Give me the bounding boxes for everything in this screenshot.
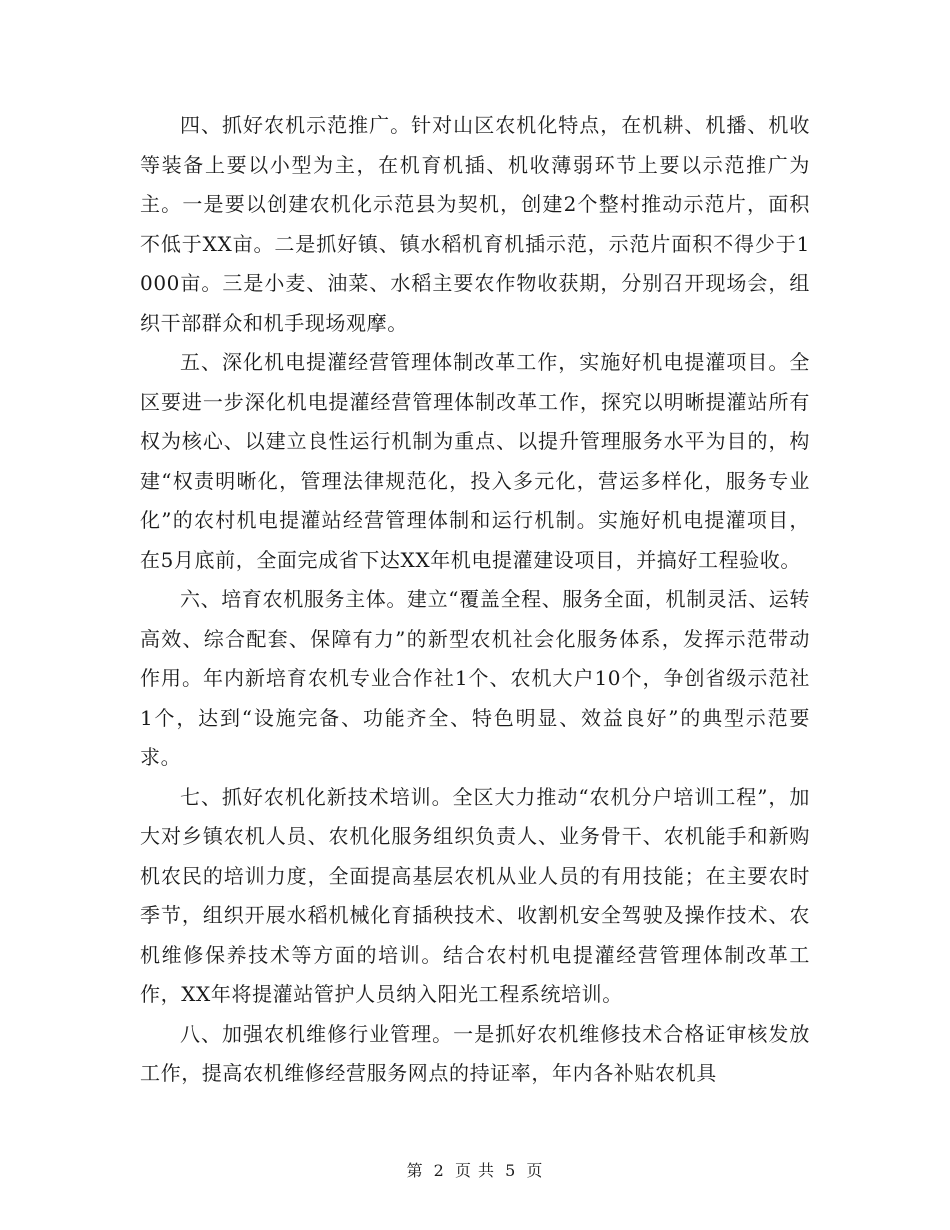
paragraph-section-5: 五、深化机电提灌经营管理体制改革工作，实施好机电提灌项目。全区要进一步深化机电提灌经营管理体制改革工作，探究以明晰提灌站所有权为核心、以建立良性运行机制为重点、以提升管理服务水平为目的，构建“权责明晰化，管理法律规范化，投入多元化，营运多样化，服务专业化”的农村机电提灌站经营管理体制和运行机制。实施好机电提灌项目，在5月底前，全面完成省下达XX年机电提灌建设项目，并搞好工程验收。	[140, 350, 810, 572]
footer-page-number: 2	[433, 1161, 445, 1180]
footer-total-pages: 5	[505, 1161, 517, 1180]
footer-middle: 页 共	[454, 1161, 496, 1180]
paragraph-section-4: 四、抓好农机示范推广。针对山区农机化特点，在机耕、机播、机收等装备上要以小型为主，在机育机插、机收薄弱环节上要以示范推广为主。一是要以创建农机化示范县为契机，创建2个整村推动示范片，面积不低于XX亩。二是抓好镇、镇水稻机育机插示范，示范片面积不得少于1000亩。三是小麦、油菜、水稻主要农作物收获期，分别召开现场会，组织干部群众和机手现场观摩。	[140, 113, 810, 335]
paragraph-section-8: 八、加强农机维修行业管理。一是抓好农机维修技术合格证审核发放工作，提高农机维修经营服务网点的持证率，年内各补贴农机具	[140, 1021, 810, 1085]
paragraph-section-7: 七、抓好农机化新技术培训。全区大力推动“农机分户培训工程”，加大对乡镇农机人员、农机化服务组织负责人、业务骨干、农机能手和新购机农民的培训力度，全面提高基层农机从业人员的有用技能；在主要农时季节，组织开展水稻机械化育插秧技术、收割机安全驾驶及操作技术、农机维修保养技术等方面的培训。结合农村机电提灌经营管理体制改革工作，XX年将提灌站管护人员纳入阳光工程系统培训。	[140, 784, 810, 1006]
page-footer	[0, 1158, 950, 1181]
footer-suffix: 页	[526, 1161, 544, 1180]
document-body	[140, 106, 810, 1094]
footer-prefix: 第	[406, 1161, 424, 1180]
paragraph-section-6: 六、培育农机服务主体。建立“覆盖全程、服务全面，机制灵活、运转高效、综合配套、保障有力”的新型农机社会化服务体系，发挥示范带动作用。年内新培育农机专业合作社1个、农机大户10个，争创省级示范社1个，达到“设施完备、功能齐全、特色明显、效益良好”的典型示范要求。	[140, 587, 810, 769]
